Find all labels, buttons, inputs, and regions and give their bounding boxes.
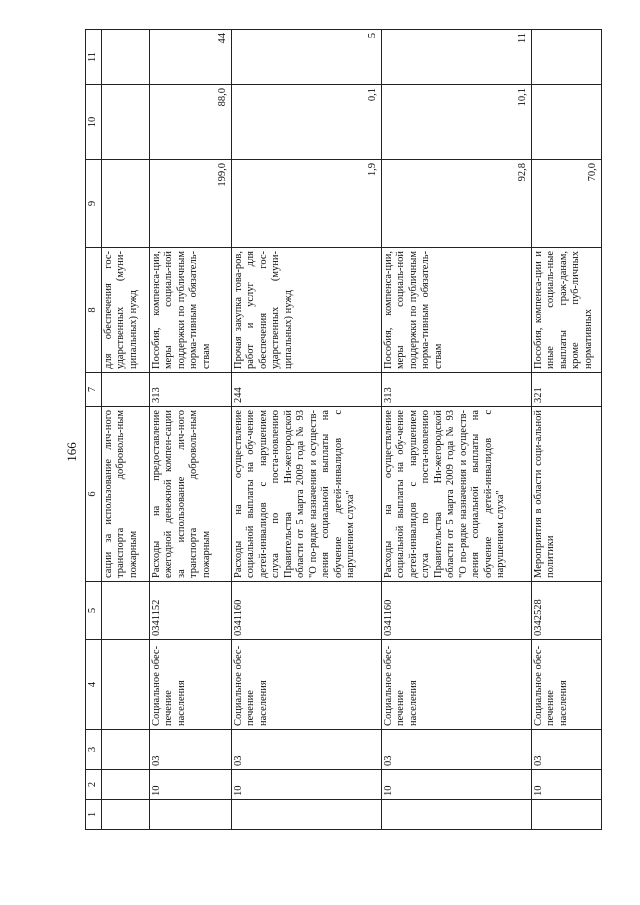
cell-section: 10 xyxy=(381,770,531,800)
rotated-table-container xyxy=(85,30,598,830)
header-cell: 8 xyxy=(86,248,102,373)
cell-expense-name: Пособия, компенса-ции и иные социаль-ные выплаты граж-данам, кроме пуб-личных нормативных xyxy=(531,248,601,373)
table-row xyxy=(381,30,531,830)
cell-name: Социальное обес-печение населения xyxy=(149,640,231,730)
cell-subsection: 03 xyxy=(231,730,381,770)
header-cell: 9 xyxy=(86,160,102,248)
cell-code: 0341152 xyxy=(149,582,231,640)
cell-col1 xyxy=(149,800,231,830)
cell-description: Расходы на предоставление ежегодной денежной компен-сации за использование лич-ного транспорта доброволь-ным пожарным xyxy=(149,407,231,582)
cell-percent xyxy=(531,30,601,85)
cell-subsection: 03 xyxy=(381,730,531,770)
header-cell: 1 xyxy=(86,800,102,830)
cell-description: Расходы на осуществление социальной выплаты на обу-чение детей-инвалидов с нарушением слуха по поста-новлению Правительства Ни-жегородской области от 5 марта 2009 года № 93 "О по-рядке назначения и осуществ-ления социальной выплаты на обучение детей-инвалидов с нарушением слуха" xyxy=(231,407,381,582)
table-row xyxy=(149,30,231,830)
cell-code: 0341160 xyxy=(231,582,381,640)
page-number: 166 xyxy=(64,442,79,462)
cell-percent: 5 xyxy=(231,30,381,85)
cell-value: 10,1 xyxy=(381,85,531,160)
cell-name: Социальное обес-печение населения xyxy=(231,640,381,730)
budget-table xyxy=(85,29,602,830)
cell-description: Мероприятия в области соци-альной политики xyxy=(531,407,601,582)
cell-percent: 44 xyxy=(149,30,231,85)
cell-name: Социальное обес-печение населения xyxy=(531,640,601,730)
cell-code: 0342528 xyxy=(531,582,601,640)
cell-col1 xyxy=(531,800,601,830)
cell-amount: 1,9 xyxy=(231,160,381,248)
cell-expense-type: 244 xyxy=(231,373,381,407)
cell-expense-type xyxy=(101,373,149,407)
cell-expense-name: для обеспечения гос-ударственных (муни-ципальных) нужд xyxy=(101,248,149,373)
header-cell: 6 xyxy=(86,407,102,582)
cell-code: 0341160 xyxy=(381,582,531,640)
header-cell: 10 xyxy=(86,85,102,160)
cell-name: Социальное обес-печение населения xyxy=(381,640,531,730)
cell-subsection: 03 xyxy=(531,730,601,770)
cell-description: Расходы на осуществление социальной выплаты на обу-чение детей-инвалидов с нарушением слуха по поста-новлению Правительства Ни-жегородской области от 5 марта 2009 года № 93 "О по-рядке назначения и осуществ-ления социальной выплаты на обучение детей-инвалидов с нарушением слуха" xyxy=(381,407,531,582)
cell-section xyxy=(101,770,149,800)
cell-value xyxy=(531,85,601,160)
cell-value xyxy=(101,85,149,160)
header-cell: 2 xyxy=(86,770,102,800)
cell-subsection: 03 xyxy=(149,730,231,770)
cell-code xyxy=(101,582,149,640)
cell-value: 0,1 xyxy=(231,85,381,160)
header-row xyxy=(86,30,102,830)
cell-percent: 11 xyxy=(381,30,531,85)
cell-name xyxy=(101,640,149,730)
cell-amount xyxy=(101,160,149,248)
cell-col1 xyxy=(101,800,149,830)
header-cell: 11 xyxy=(86,30,102,85)
cell-section: 10 xyxy=(531,770,601,800)
cell-section: 10 xyxy=(231,770,381,800)
table-row xyxy=(101,30,149,830)
cell-section: 10 xyxy=(149,770,231,800)
cell-subsection xyxy=(101,730,149,770)
table-row xyxy=(531,30,601,830)
cell-expense-name: Пособия, компенса-ции, меры социаль-ной поддержки по публичным норма-тивным обязатель-ствам xyxy=(149,248,231,373)
cell-col1 xyxy=(231,800,381,830)
cell-percent xyxy=(101,30,149,85)
cell-amount: 70,0 xyxy=(531,160,601,248)
table-row xyxy=(231,30,381,830)
cell-expense-type: 313 xyxy=(149,373,231,407)
cell-amount: 199,0 xyxy=(149,160,231,248)
cell-col1 xyxy=(381,800,531,830)
cell-expense-name: Пособия, компенса-ции, меры социаль-ной поддержки по публичным норма-тивным обязатель-ствам xyxy=(381,248,531,373)
cell-expense-name: Прочая закупка това-ров, работ и услуг для обеспечения гос-ударственных (муни-ципальных) нужд xyxy=(231,248,381,373)
header-cell: 7 xyxy=(86,373,102,407)
header-cell: 3 xyxy=(86,730,102,770)
cell-expense-type: 321 xyxy=(531,373,601,407)
cell-amount: 92,8 xyxy=(381,160,531,248)
cell-description: сации за использование лич-ного транспорта доброволь-ным пожарным xyxy=(101,407,149,582)
header-cell: 4 xyxy=(86,640,102,730)
cell-value: 88,0 xyxy=(149,85,231,160)
cell-expense-type: 313 xyxy=(381,373,531,407)
header-cell: 5 xyxy=(86,582,102,640)
